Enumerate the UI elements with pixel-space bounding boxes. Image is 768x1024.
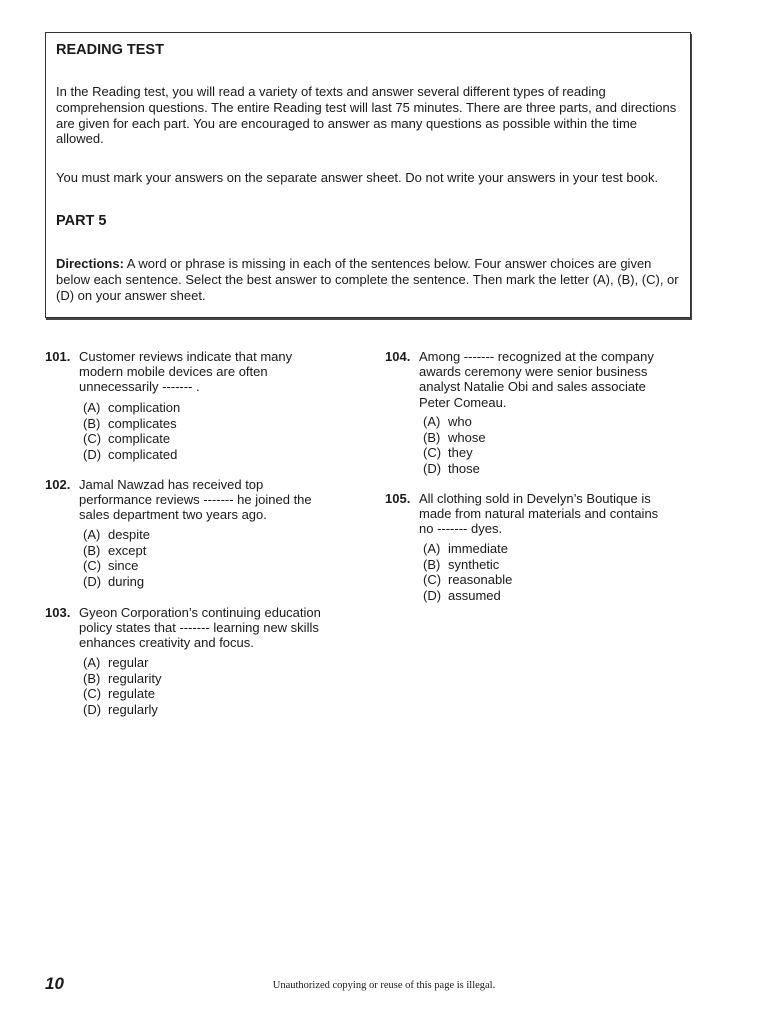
option-text: regular (108, 655, 149, 670)
answer-options (83, 400, 180, 462)
option-text: during (108, 573, 145, 589)
page-number: 10 (45, 974, 64, 993)
directions-text: A word or phrase is missing in each of the sentences below. Four answer choices are given below each sentence. Select the best answer to complete the sentence. Then mark the letter (A), (B), (C), or (D) on your answer sheet. (56, 256, 679, 303)
option-a[interactable] (83, 655, 161, 671)
option-letter: (D) (83, 446, 102, 462)
question-stem: All clothing sold in Develyn’s Boutique is made from natural materials and contains no ------- dyes. (419, 491, 659, 537)
option-text: synthetic (448, 556, 500, 572)
question-stem: Gyeon Corporation’s continuing education policy states that ------- learning new skills enhances creativity and focus. (79, 605, 321, 651)
option-letter: (A) (423, 541, 441, 556)
option-text: regularity (108, 670, 162, 686)
option-text: despite (108, 527, 150, 542)
option-letter: (D) (83, 573, 102, 589)
option-text: complication (108, 400, 181, 415)
option-letter: (C) (83, 686, 102, 701)
option-text: reasonable (448, 572, 513, 587)
option-a[interactable] (83, 527, 150, 543)
option-a[interactable] (423, 414, 486, 430)
option-letter: (C) (423, 572, 442, 587)
question-stem: Customer reviews indicate that many modern mobile devices are often unnecessarily ------- . (79, 349, 293, 395)
option-text: those (448, 460, 480, 476)
option-c[interactable] (83, 431, 180, 447)
option-d[interactable] (423, 588, 512, 604)
answer-options (83, 655, 161, 717)
option-letter: (D) (423, 587, 442, 603)
option-text: complicated (108, 446, 178, 462)
reading-test-intro-box (45, 32, 691, 318)
option-b[interactable] (83, 671, 161, 687)
option-letter: (B) (83, 670, 101, 686)
option-letter: (C) (423, 445, 442, 460)
answer-options (83, 527, 150, 589)
option-b[interactable] (83, 416, 180, 432)
option-a[interactable] (83, 400, 180, 416)
option-text: whose (448, 429, 486, 445)
option-letter: (A) (423, 414, 441, 429)
answer-options (423, 414, 486, 476)
option-text: who (448, 414, 472, 429)
option-letter: (A) (83, 527, 101, 542)
option-text: complicate (108, 431, 171, 446)
option-letter: (D) (423, 460, 442, 476)
option-text: since (108, 558, 139, 573)
option-letter: (B) (423, 556, 441, 572)
question-number: 101. (45, 349, 71, 364)
option-letter: (D) (83, 701, 102, 717)
question-stem: Jamal Nawzad has received top performance reviews ------- he joined the sales department two years ago. (79, 477, 312, 523)
question-number: 104. (385, 349, 411, 364)
part-title: PART 5 (56, 213, 107, 229)
option-d[interactable] (83, 574, 150, 590)
option-text: immediate (448, 541, 508, 556)
copyright-notice: Unauthorized copying or reuse of this page is illegal. (272, 980, 496, 991)
option-b[interactable] (423, 557, 512, 573)
option-a[interactable] (423, 541, 512, 557)
option-letter: (B) (83, 415, 101, 431)
question-number: 102. (45, 477, 71, 492)
option-d[interactable] (83, 447, 180, 463)
option-b[interactable] (423, 430, 486, 446)
option-text: regularly (108, 701, 158, 717)
directions-paragraph (56, 256, 684, 303)
option-text: they (448, 445, 473, 460)
option-text: except (108, 542, 147, 558)
intro-paragraph-1: In the Reading test, you will read a variety of texts and answer several different types of reading comprehension questions. The entire Reading test will last 75 minutes. There are three parts, and directions are given for each part. You are encouraged to answer as many questions as possible within the time allowed. (56, 84, 677, 147)
option-letter: (C) (83, 431, 102, 446)
option-letter: (B) (423, 429, 441, 445)
option-letter: (A) (83, 655, 101, 670)
reading-test-title: READING TEST (56, 42, 164, 58)
option-c[interactable] (83, 558, 150, 574)
directions-label: Directions: (56, 256, 124, 271)
option-letter: (C) (83, 558, 102, 573)
option-c[interactable] (423, 445, 486, 461)
option-d[interactable] (423, 461, 486, 477)
option-d[interactable] (83, 702, 161, 718)
option-c[interactable] (423, 572, 512, 588)
option-text: regulate (108, 686, 155, 701)
question-stem: Among ------- recognized at the company awards ceremony were senior business analyst Natalie Obi and sales associate Peter Comeau. (419, 349, 654, 410)
intro-paragraph-2: You must mark your answers on the separate answer sheet. Do not write your answers in your test book. (56, 170, 659, 185)
option-letter: (B) (83, 542, 101, 558)
option-b[interactable] (83, 543, 150, 559)
question-number: 103. (45, 605, 71, 620)
question-number: 105. (385, 491, 411, 506)
option-c[interactable] (83, 686, 161, 702)
answer-options (423, 541, 512, 603)
option-text: assumed (448, 587, 501, 603)
option-letter: (A) (83, 400, 101, 415)
option-text: complicates (108, 415, 177, 431)
